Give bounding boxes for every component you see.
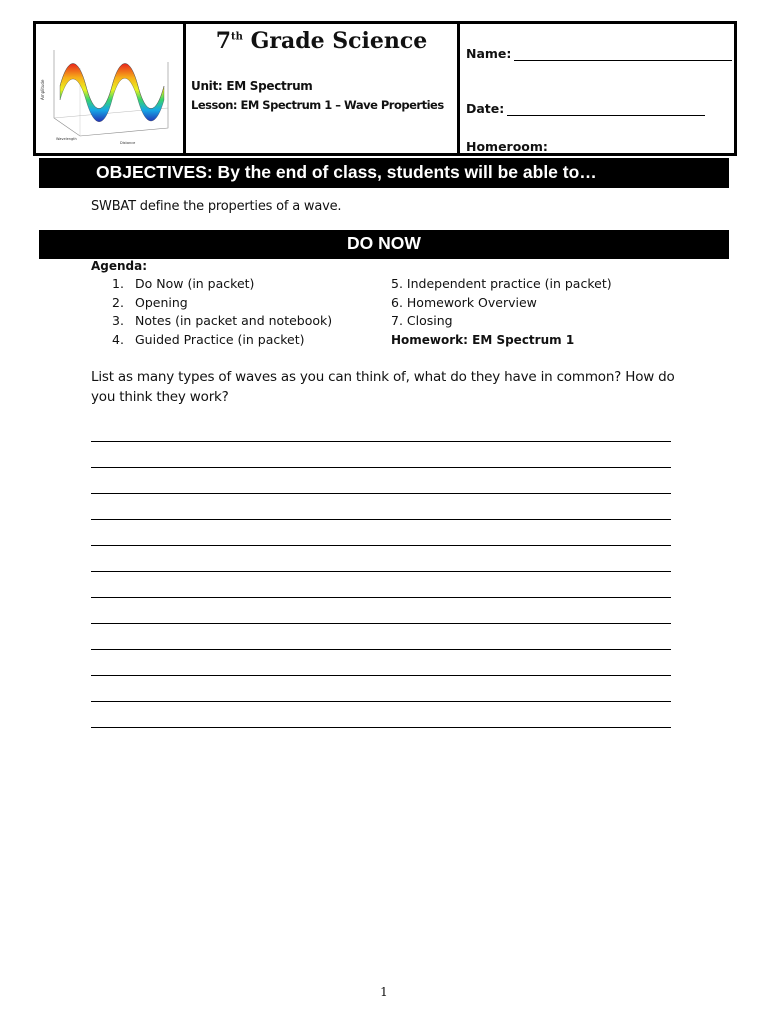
date-field[interactable]: Date:	[466, 101, 705, 116]
answer-line[interactable]	[91, 441, 671, 467]
answer-line[interactable]	[91, 519, 671, 545]
answer-line[interactable]	[91, 701, 671, 727]
homework-label: Homework: EM Spectrum 1	[391, 333, 575, 348]
answer-line[interactable]	[91, 493, 671, 519]
header-title-cell	[186, 24, 460, 153]
do-now-banner: DO NOW	[39, 230, 729, 259]
homeroom-field[interactable]: Homeroom:	[466, 139, 737, 154]
agenda-item: 3. Notes (in packet and notebook)	[112, 313, 333, 329]
page-title: 7th Grade Science	[215, 28, 428, 54]
answer-line[interactable]	[91, 597, 671, 623]
header-info-cell	[460, 24, 734, 153]
agenda-item: 4. Guided Practice (in packet)	[112, 332, 305, 348]
agenda-item: 6. Homework Overview	[391, 294, 537, 310]
svg-text:Distance: Distance	[120, 141, 136, 145]
svg-text:Amplitude: Amplitude	[40, 79, 45, 100]
agenda-list-right	[391, 275, 612, 350]
agenda-item: 1. Do Now (in packet)	[112, 276, 255, 291]
answer-line[interactable]	[91, 467, 671, 493]
answer-line[interactable]	[91, 623, 671, 649]
answer-line[interactable]	[91, 545, 671, 571]
header-image-cell	[36, 24, 186, 153]
answer-line[interactable]	[91, 727, 671, 753]
wave-plot-icon	[40, 28, 182, 154]
answer-line[interactable]	[91, 649, 671, 675]
unit-label: Unit: EM Spectrum	[191, 79, 313, 93]
agenda-item: 2. Opening	[112, 294, 188, 310]
objective-text: SWBAT define the properties of a wave.	[91, 199, 342, 214]
page-number: 1	[380, 985, 388, 999]
do-now-prompt: List as many types of waves as you can think of, what do they have in common? How do you think they work?	[91, 369, 675, 405]
answer-line[interactable]	[91, 675, 671, 701]
agenda-item: 5. Independent practice (in packet)	[391, 276, 612, 291]
objectives-banner: OBJECTIVES: By the end of class, students will be able to…	[39, 158, 729, 188]
agenda-label: Agenda:	[91, 259, 148, 273]
name-field[interactable]: Name:	[466, 46, 732, 61]
answer-line[interactable]	[91, 571, 671, 597]
answer-lines[interactable]	[91, 441, 671, 753]
agenda-item: 7. Closing	[391, 313, 453, 329]
svg-text:Wavelength: Wavelength	[56, 137, 77, 141]
worksheet-header	[33, 21, 737, 156]
agenda-list-left	[112, 275, 332, 350]
lesson-label: Lesson: EM Spectrum 1 – Wave Properties	[191, 98, 444, 112]
